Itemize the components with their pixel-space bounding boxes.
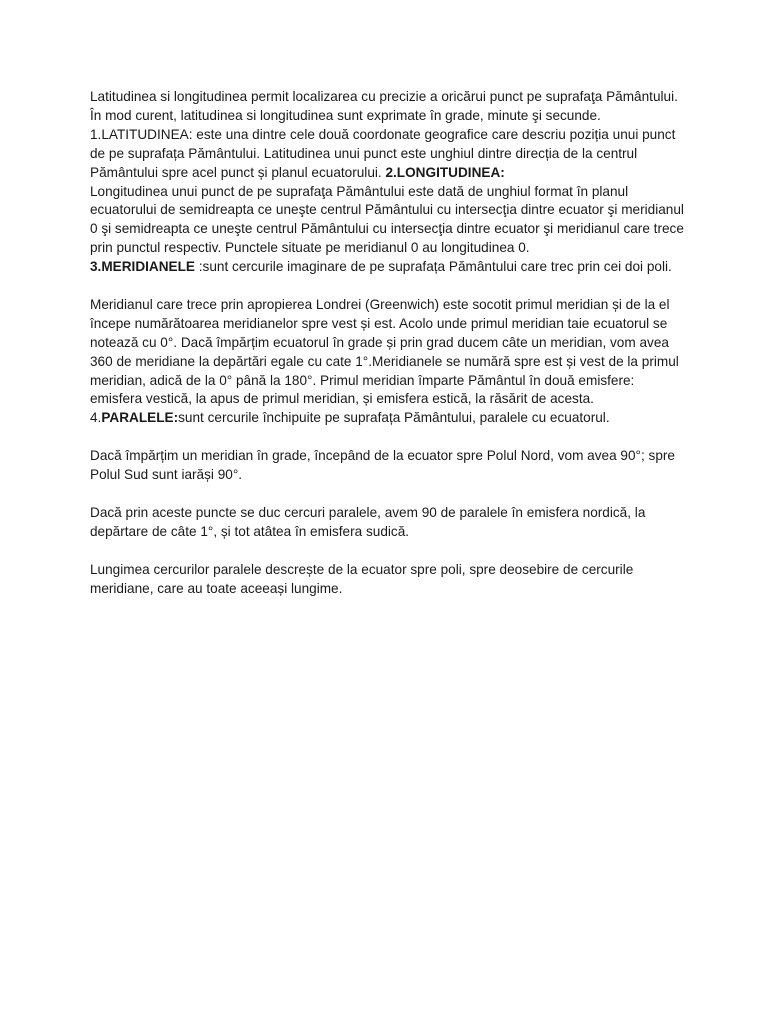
greenwich-text: Meridianul care trece prin apropierea Londrei (Greenwich) este socotit primul meridian și de la el începe numărătoarea meridianelor spre vest și est. Acolo unde primul meridian taie ecuatorul se notează cu 0°. Dacă împărțim ecuatorul în grade și prin grad ducem câte un meridian, vom avea 360 de meridiane la depărtări egale cu cate 1°.Meridianele se numără spre est și vest de la primul meridian, adică de la 0° până la 180°. Primul meridian împarte Pământul în două emisfere: emisfera vestică, la apus de primul meridian, și emisfera estică, la răsărit de acesta. 4. (90, 296, 679, 426)
longitude-text: Longitudinea unui punct de pe suprafaţa Pământului este dată de unghiul format în planul ecuatorului de semidreapta ce uneşte centrul Pământului cu intersecţia dintre ecuator şi meridianul 0 şi semidreapta ce uneşte centrul Pământului cu intersecţia dintre ecuator şi meridianul care trece prin punctul respectiv. Punctele situate pe meridianul 0 au longitudinea 0. (90, 183, 684, 256)
longitude-heading: 2.LONGITUDINEA: (385, 164, 505, 180)
meridians-text: :sunt cercurile imaginare de pe suprafața Pământului care trec prin cei doi poli. (195, 259, 672, 275)
document-body (90, 88, 690, 617)
paragraph-circle-length: Lungimea cercurilor paralele descrește de la ecuator spre poli, spre deosebire de cercurile meridiane, care au toate aceeași lungime. (90, 561, 634, 596)
paragraph-coordinates (90, 88, 690, 277)
latitude-text: Latitudinea si longitudinea permit localizarea cu precizie a oricărui punct pe suprafaţa Pământului. În mod curent, latitudinea si longitudinea sunt exprimate în grade, minute şi secunde. 1.LATITUDINEA: este una dintre cele două coordonate geografice care descriu poziția unui punct de pe suprafața Pământului. Latitudinea unui punct este unghiul dintre direcția de la centrul Pământului spre acel punct și planul ecuatorului. (90, 89, 678, 180)
paragraph-meridian-degrees: Dacă împărțim un meridian în grade, începând de la ecuator spre Polul Nord, vom avea 90°; spre Polul Sud sunt iarăși 90°. (90, 448, 675, 483)
paragraph-parallel-circles: Dacă prin aceste puncte se duc cercuri paralele, avem 90 de paralele în emisfera nordică, la depărtare de câte 1°, și tot atâtea în emisfera sudică. (90, 504, 646, 539)
parallels-text: sunt cercurile închipuite pe suprafața Pământului, paralele cu ecuatorul. (178, 410, 610, 426)
paragraph-greenwich (90, 296, 690, 428)
parallels-heading: PARALELE: (101, 410, 179, 426)
meridians-heading: 3.MERIDIANELE (90, 259, 195, 275)
